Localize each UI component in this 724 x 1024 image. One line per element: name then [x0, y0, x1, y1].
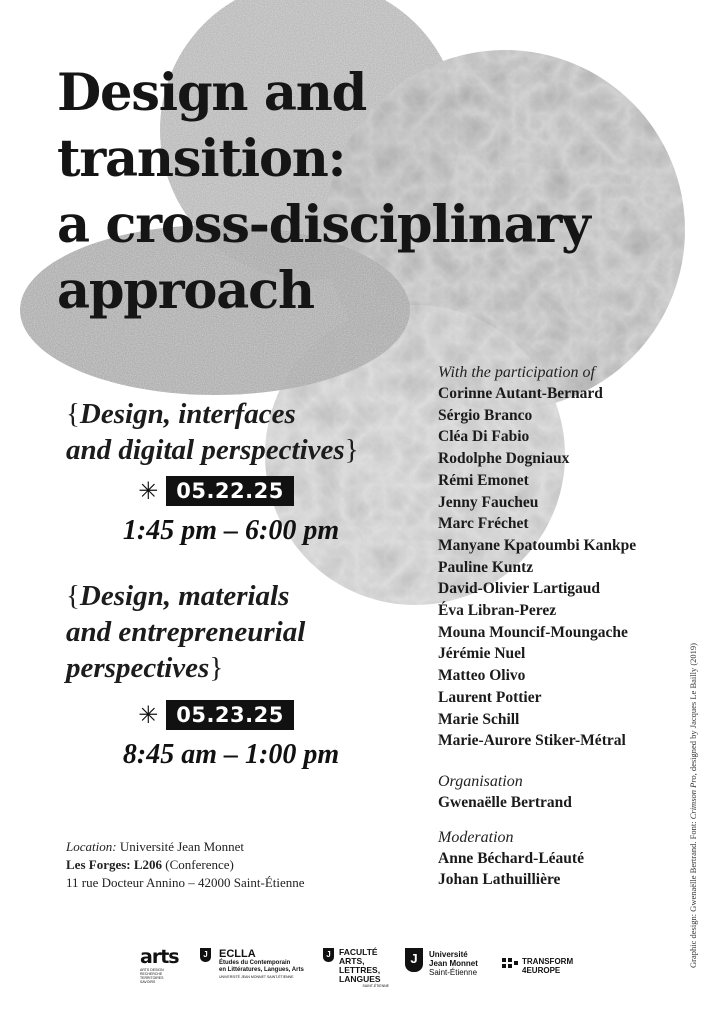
shield-icon: J — [323, 948, 334, 962]
credit-prefix: Graphic design: Gwenaëlle Bertrand. Font: — [688, 821, 698, 968]
logo-faculte-line: LANGUES — [339, 974, 381, 984]
logo-ecclla — [200, 948, 330, 979]
logo-ujm — [405, 948, 478, 977]
participants-list — [438, 383, 688, 752]
brace-close: } — [344, 434, 359, 466]
person-name: Johan Lathuillière — [438, 871, 561, 889]
location-block — [66, 838, 386, 892]
session-title-line: Design, materials — [79, 580, 290, 612]
person-name: Rémi Emonet — [438, 471, 529, 489]
logo-faculte — [323, 947, 389, 988]
shield-icon: J — [200, 948, 211, 962]
person-name: Corinne Autant-Bernard — [438, 385, 603, 402]
logo-faculte-line: LETTRES, — [339, 965, 381, 975]
shield-icon: J — [405, 948, 423, 972]
person-name: Mouna Mouncif-Moungache — [438, 623, 628, 641]
session-1-title — [66, 396, 396, 468]
partner-logos — [140, 948, 600, 998]
person-name: Pauline Kuntz — [438, 558, 534, 576]
person-name: Marie-Aurore Stiker-Métral — [438, 732, 626, 750]
logo-faculte-line: FACULTÉ — [339, 947, 378, 957]
organisation-heading: Organisation — [438, 772, 523, 790]
person-name: Jérémie Nuel — [438, 645, 526, 663]
session-2-date-row — [66, 700, 366, 730]
session-title-line: and entrepreneurial — [66, 616, 306, 648]
session-1-date: 05.22.25 — [166, 476, 294, 506]
moderation-list — [438, 848, 688, 891]
person-name: Jenny Faucheu — [438, 493, 539, 511]
logo-ecclla-name: ECLLA — [219, 948, 256, 960]
design-credit — [688, 643, 698, 968]
logo-arts-mark: arts — [140, 946, 179, 968]
session-title-line: and digital perspectives — [66, 434, 345, 466]
location-address: 11 rue Docteur Annino – 42000 Saint-Étienne — [66, 875, 305, 890]
session-1 — [66, 396, 396, 546]
poster-title — [57, 60, 697, 324]
brace-open: { — [66, 580, 80, 612]
participants-column — [438, 363, 688, 891]
session-2-title — [66, 578, 396, 686]
organisation-list — [438, 792, 688, 814]
logo-arts-sub: ARTS DESIGN RECHERCHE TERRITOIRES SAVOIRS — [140, 968, 164, 984]
person-name: Matteo Olivo — [438, 667, 526, 685]
person-name: Gwenaëlle Bertrand — [438, 793, 572, 811]
logo-ecclla-line2: en Littératures, Langues, Arts — [219, 967, 304, 973]
credit-suffix: , designed by Jacques Le Bailly (2019) — [688, 642, 698, 776]
title-line: Design and — [57, 63, 367, 123]
session-2-date: 05.23.25 — [166, 700, 294, 730]
logo-ujm-city: Saint-Étienne — [429, 968, 478, 977]
person-name: Sérgio Branco — [438, 406, 533, 424]
session-2-time: 8:45 am – 1:00 pm — [122, 739, 340, 770]
person-name: Manyane Kpatoumbi Kankpe — [438, 536, 637, 554]
brace-open: { — [66, 398, 80, 430]
brace-close: } — [209, 652, 224, 684]
participation-heading: With the participation of — [438, 364, 595, 381]
person-name: Rodolphe Dogniaux — [438, 450, 570, 468]
title-line: transition: — [57, 129, 346, 189]
title-line: a cross-disciplinary — [57, 195, 590, 255]
logo-ecclla-line1: Études du Contemporain — [219, 960, 291, 966]
session-1-time: 1:45 pm – 6:00 pm — [122, 515, 340, 546]
logo-ecclla-small: UNIVERSITÉ JEAN MONNET SAINT-ÉTIENNE — [219, 975, 294, 979]
person-name: Marie Schill — [438, 710, 520, 728]
moderation-heading: Moderation — [438, 828, 514, 846]
logo-arts — [140, 948, 179, 984]
title-line: approach — [57, 261, 314, 321]
location-room-note: (Conference) — [165, 857, 234, 872]
logo-ujm-line: Jean Monnet — [429, 959, 478, 968]
asterisk-icon: ✳ — [138, 477, 159, 505]
logo-transform-line: 4EUROPE — [522, 965, 561, 975]
person-name: Cléa Di Fabio — [438, 428, 530, 446]
location-room: Les Forges: L206 — [66, 857, 163, 872]
person-name: David-Olivier Lartigaud — [438, 580, 601, 598]
session-1-date-row — [66, 476, 366, 506]
person-name: Laurent Pottier — [438, 688, 542, 706]
logo-transform-line: TRANSFORM — [522, 957, 574, 966]
logo-transform4europe — [502, 957, 574, 976]
session-title-line: perspectives — [66, 652, 210, 684]
session-2 — [66, 578, 396, 770]
session-title-line: Design, interfaces — [79, 398, 296, 430]
location-venue: Université Jean Monnet — [119, 839, 245, 854]
transform-grid-icon — [502, 958, 518, 970]
logo-faculte-line: ARTS, — [339, 956, 365, 966]
location-label: Location: — [66, 839, 117, 854]
person-name: Marc Fréchet — [438, 515, 529, 533]
asterisk-icon: ✳ — [138, 701, 159, 729]
person-name: Anne Béchard-Léauté — [438, 849, 584, 867]
logo-ujm-line: Université — [429, 950, 468, 959]
credit-font-name: Crimson Pro — [688, 775, 698, 820]
person-name: Éva Libran-Perez — [438, 602, 557, 620]
logo-faculte-small: SAINT-ÉTIENNE — [362, 984, 389, 988]
